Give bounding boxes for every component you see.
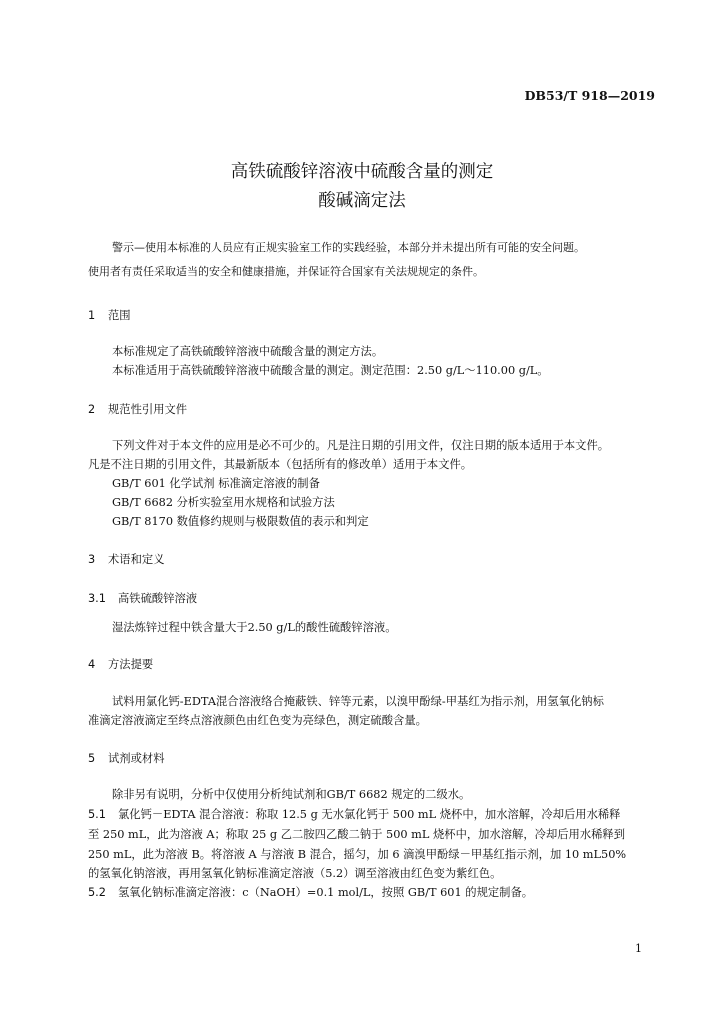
paragraph: 下列文件对于本文件的应用是必不可少的。凡是注日期的引用文件，仅注日期的版本适用于本文件。 xyxy=(112,439,610,452)
warning-line-2: 使用者有责任采取适当的安全和健康措施，并保证符合国家有关法规规定的条件。 xyxy=(88,265,484,278)
section-number: 2 xyxy=(88,403,96,416)
document-subtitle: 酸碱滴定法 xyxy=(318,191,406,211)
standard-number: DB53/T 918—2019 xyxy=(524,88,655,103)
item-5-2 xyxy=(88,884,533,900)
section-title: 试剂或材料 xyxy=(108,752,165,765)
paragraph: 湿法炼锌过程中铁含量大于2.50 g/L的酸性硫酸锌溶液。 xyxy=(112,621,397,634)
subsection-title: 高铁硫酸锌溶液 xyxy=(118,592,198,605)
paragraph: 试料用氯化钙-EDTA混合溶液络合掩蔽铁、锌等元素，以溴甲酚绿-甲基红为指示剂，用氢氧化钠标 xyxy=(112,695,604,708)
item-number: 5.1 xyxy=(88,808,106,821)
section-2-heading xyxy=(88,401,187,417)
page-number: 1 xyxy=(635,942,642,955)
item-continuation: 的氢氧化钠溶液，再用氢氧化钠标准滴定溶液（5.2）调至溶液由红色变为紫红色。 xyxy=(88,867,502,880)
section-number: 1 xyxy=(88,309,96,322)
section-title: 范围 xyxy=(108,309,131,322)
paragraph: 凡是不注日期的引用文件，其最新版本（包括所有的修改单）适用于本文件。 xyxy=(88,458,473,471)
reference-item: GB/T 6682 分析实验室用水规格和试验方法 xyxy=(112,496,335,509)
item-continuation: 250 mL，此为溶液 B。将溶液 A 与溶液 B 混合，摇匀，加 6 滴溴甲酚绿－甲基红指示剂，加 10 mL50% xyxy=(88,848,627,861)
section-title: 术语和定义 xyxy=(108,553,165,566)
document-title: 高铁硫酸锌溶液中硫酸含量的测定 xyxy=(230,162,494,182)
warning-line-1: 警示—使用本标准的人员应有正规实验室工作的实践经验，本部分并未提出所有可能的安全问题。 xyxy=(112,241,585,254)
section-3-heading xyxy=(88,551,165,567)
section-5-heading xyxy=(88,750,165,766)
paragraph: 除非另有说明，分析中仅使用分析纯试剂和GB/T 6682 规定的二级水。 xyxy=(112,788,471,801)
section-number: 5 xyxy=(88,752,96,765)
subsection-3-1-heading xyxy=(88,590,197,606)
reference-item: GB/T 601 化学试剂 标准滴定溶液的制备 xyxy=(112,477,320,490)
item-5-1 xyxy=(88,806,620,822)
subsection-number: 3.1 xyxy=(88,592,106,605)
paragraph: 准滴定溶液滴定至终点溶液颜色由红色变为亮绿色，测定硫酸含量。 xyxy=(88,714,427,727)
section-title: 方法提要 xyxy=(108,658,154,671)
item-continuation: 至 250 mL，此为溶液 A；称取 25 g 乙二胺四乙酸二钠于 500 mL 烧杯中，加水溶解，冷却后用水稀释到 xyxy=(88,828,626,841)
section-4-heading xyxy=(88,656,153,672)
section-title: 规范性引用文件 xyxy=(108,403,188,416)
reference-item: GB/T 8170 数值修约规则与极限数值的表示和判定 xyxy=(112,515,369,528)
paragraph: 本标准适用于高铁硫酸锌溶液中硫酸含量的测定。测定范围：2.50 g/L～110.00 g/L。 xyxy=(112,364,549,377)
item-text: 氯化钙－EDTA 混合溶液：称取 12.5 g 无水氯化钙于 500 mL 烧杯中，加水溶解，冷却后用水稀释 xyxy=(118,808,621,821)
paragraph: 本标准规定了高铁硫酸锌溶液中硫酸含量的测定方法。 xyxy=(112,345,384,358)
section-number: 3 xyxy=(88,553,96,566)
item-number: 5.2 xyxy=(88,886,106,899)
section-number: 4 xyxy=(88,658,96,671)
item-text: 氢氧化钠标准滴定溶液：c（NaOH）=0.1 mol/L，按照 GB/T 601 的规定制备。 xyxy=(118,886,534,899)
section-1-heading xyxy=(88,307,131,323)
